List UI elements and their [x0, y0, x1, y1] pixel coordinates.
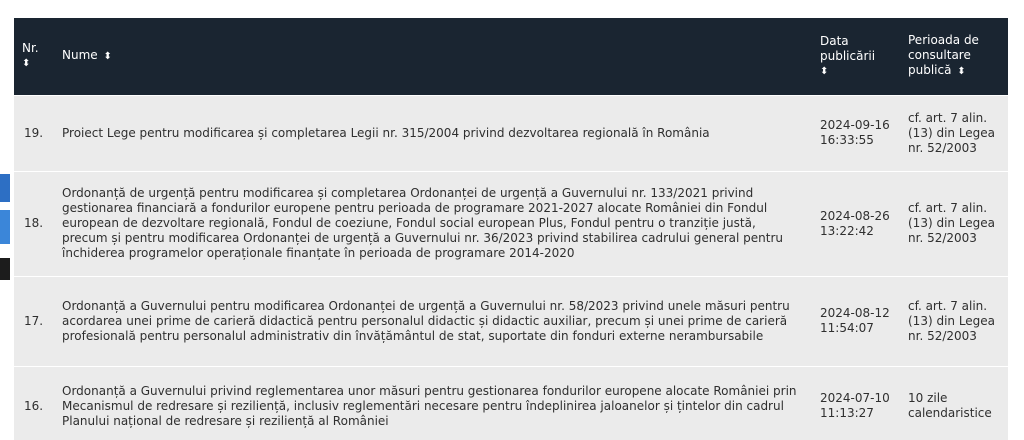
column-header-nr-label: Nr.: [22, 41, 39, 56]
documents-table: [14, 18, 1008, 440]
table-header-row: [14, 18, 1008, 95]
sort-icon[interactable]: ⬍: [820, 65, 829, 77]
side-accessibility-button[interactable]: [0, 258, 10, 280]
column-header-date-label: Data publicării: [820, 33, 876, 63]
document-title-link[interactable]: Ordonanță de urgență pentru modificarea și completarea Ordonanței de urgență a Guvernului nr. 133/2021 privind gestionarea financiară a fondurilor europene pentru perioada de programare 2021-2027 alocate României din Fondul european de dezvoltare regională, Fondul de coeziune, Fondul social european Plus, Fondul pentru o tranziție justă, precum și pentru modificarea Ordonanței de urgență a Guvernului nr. 36/2023 privind stabilirea cadrului general pentru închiderea programelor operaționale finanțate în perioada de programare 2014-2020: [62, 186, 783, 260]
publication-date: 2024-07-10 11:13:27: [820, 391, 890, 421]
consultation-period: cf. art. 7 alin. (13) din Legea nr. 52/2003: [908, 201, 996, 245]
sort-icon[interactable]: ⬍: [22, 58, 31, 70]
publication-date: 2024-09-16 16:33:55: [820, 118, 890, 147]
column-header-nr[interactable]: [14, 18, 54, 95]
document-title-link[interactable]: Ordonanță a Guvernului pentru modificarea Ordonanței de urgență a Guvernului nr. 58/2023 privind unele măsuri pentru acordarea unei prime de carieră didactică pentru personalul didactic și didactic auxiliar, precum și unei prime de carieră profesională pentru personalul administrativ din învățământul de stat, suportate din fonduri externe nerambursabile: [62, 298, 790, 343]
table-row: [14, 366, 1008, 440]
publication-date: 2024-08-12 11:54:07: [820, 306, 890, 335]
column-header-name[interactable]: [54, 18, 812, 95]
table-row: [14, 276, 1008, 366]
side-share-button[interactable]: [0, 174, 10, 202]
consultation-period: cf. art. 7 alin. (13) din Legea nr. 52/2003: [908, 110, 996, 155]
row-number: 16.: [24, 398, 44, 413]
table-row: [14, 171, 1008, 276]
row-number: 18.: [24, 216, 44, 230]
consultation-period: 10 zile calendaristice: [908, 391, 992, 421]
row-number: 19.: [24, 125, 44, 140]
column-header-period-label: Perioada de consultare publică: [908, 33, 979, 78]
row-number: 17.: [24, 313, 44, 328]
column-header-name-label: Nume: [62, 48, 98, 63]
consultation-period: cf. art. 7 alin. (13) din Legea nr. 52/2003: [908, 298, 996, 343]
document-title-link[interactable]: Proiect Lege pentru modificarea și completarea Legii nr. 315/2004 privind dezvoltarea regională în România: [62, 125, 710, 140]
sort-icon[interactable]: ⬍: [103, 51, 112, 63]
column-header-date[interactable]: [812, 18, 900, 95]
side-action-button[interactable]: [0, 208, 10, 244]
sort-icon[interactable]: ⬍: [957, 66, 966, 78]
document-title-link[interactable]: Ordonanță a Guvernului privind reglementarea unor măsuri pentru gestionarea fondurilor europene alocate României prin Mecanismul de redresare și reziliență, inclusiv reglementări necesare pentru îndeplinirea jaloanelor și țintelor din cadrul Planului național de redresare și reziliență al României: [62, 383, 797, 428]
table-row: [14, 95, 1008, 171]
publication-date: 2024-08-26 13:22:42: [820, 208, 890, 238]
column-header-period[interactable]: [900, 18, 1008, 95]
